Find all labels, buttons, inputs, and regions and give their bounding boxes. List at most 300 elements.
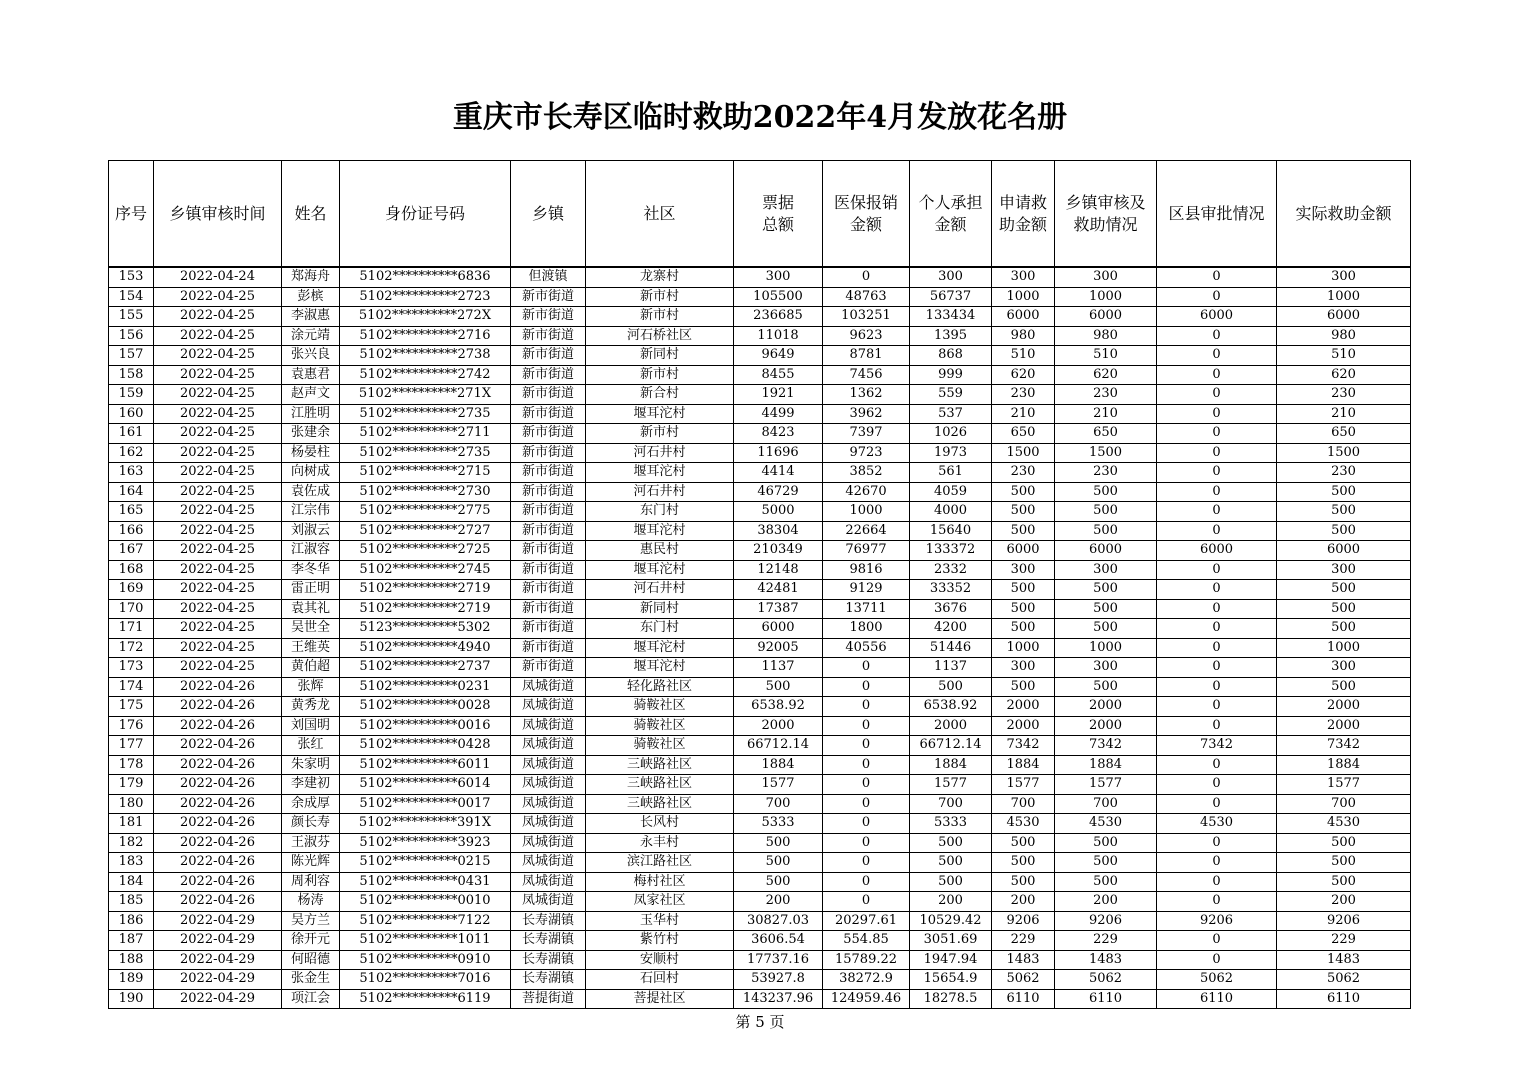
col-personal-share-cell: 66712.14 [910,736,992,756]
col-personal-share-cell: 500 [910,853,992,873]
col-actual-amount-cell: 500 [1277,833,1411,853]
col-personal-share-cell: 537 [910,404,992,424]
col-applied-amount-cell: 230 [992,463,1055,483]
col-id-number-cell: 5102**********0010 [340,892,511,912]
col-index-cell: 160 [109,404,154,424]
col-personal-share-cell: 4059 [910,482,992,502]
col-community-cell: 三峡路社区 [586,775,734,795]
col-insurance-reimbursed-cell: 7456 [823,365,910,385]
col-insurance-reimbursed-cell: 0 [823,716,910,736]
col-community-cell: 东门村 [586,502,734,522]
col-insurance-reimbursed-cell: 0 [823,736,910,756]
col-index-cell: 155 [109,307,154,327]
col-index-cell: 153 [109,267,154,287]
col-actual-amount-cell: 2000 [1277,697,1411,717]
col-id-number-cell: 5102**********2775 [340,502,511,522]
col-township-review-cell: 6110 [1055,989,1157,1009]
col-township-cell: 但渡镇 [511,267,586,287]
col-bill-total-cell: 1921 [734,385,823,405]
col-personal-share-cell: 15654.9 [910,970,992,990]
col-community-cell: 新同村 [586,346,734,366]
col-personal-share-cell: 1577 [910,775,992,795]
col-township-cell: 长寿湖镇 [511,950,586,970]
col-id-number-cell: 5102**********2735 [340,443,511,463]
col-applied-amount-cell: 2000 [992,716,1055,736]
col-bill-total-cell: 66712.14 [734,736,823,756]
col-insurance-reimbursed-cell: 103251 [823,307,910,327]
col-id-number-cell: 5102**********0428 [340,736,511,756]
col-township-cell: 新市街道 [511,385,586,405]
col-township-review-cell: 2000 [1055,716,1157,736]
table-row [109,697,1411,717]
col-county-approval-cell: 0 [1157,775,1277,795]
col-bill-total-cell: 143237.96 [734,989,823,1009]
col-index-cell: 166 [109,521,154,541]
table-row [109,424,1411,444]
col-township-review-cell: 7342 [1055,736,1157,756]
col-actual-amount-cell: 700 [1277,794,1411,814]
col-township-review-cell: 500 [1055,482,1157,502]
col-county-approval-cell: 0 [1157,931,1277,951]
col-name-cell: 张红 [282,736,340,756]
col-bill-total-cell: 17387 [734,599,823,619]
col-bill-total-cell: 5000 [734,502,823,522]
col-actual-amount-cell: 500 [1277,580,1411,600]
col-community-cell: 龙寨村 [586,267,734,287]
col-township-cell: 凤城街道 [511,892,586,912]
col-actual-amount-cell: 200 [1277,892,1411,912]
col-name-cell: 刘淑云 [282,521,340,541]
col-bill-total-cell: 30827.03 [734,911,823,931]
table-row [109,443,1411,463]
table-row [109,716,1411,736]
col-id-number-cell: 5102**********0028 [340,697,511,717]
col-county-approval-cell: 0 [1157,365,1277,385]
col-community-cell: 新市村 [586,287,734,307]
table-row [109,638,1411,658]
col-index-cell: 181 [109,814,154,834]
table-row [109,599,1411,619]
col-review-date-cell: 2022-04-25 [154,424,282,444]
col-community-cell: 玉华村 [586,911,734,931]
col-applied-amount-cell: 510 [992,346,1055,366]
col-id-number-cell: 5102**********2745 [340,560,511,580]
col-community-cell: 堰耳沱村 [586,521,734,541]
col-township-review-cell: 229 [1055,931,1157,951]
col-review-date-cell: 2022-04-25 [154,580,282,600]
col-applied-amount-cell: 5062 [992,970,1055,990]
table-row [109,814,1411,834]
col-personal-share-cell: 1884 [910,755,992,775]
col-personal-share-cell: 300 [910,267,992,287]
col-township-cell: 凤城街道 [511,736,586,756]
table-row [109,755,1411,775]
col-review-date-cell: 2022-04-26 [154,736,282,756]
col-township-review-cell: 210 [1055,404,1157,424]
col-township-review-cell: 230 [1055,385,1157,405]
col-township-review-cell: 700 [1055,794,1157,814]
table-row [109,794,1411,814]
col-bill-total-cell: 236685 [734,307,823,327]
col-index-cell: 168 [109,560,154,580]
col-name-cell: 黄秀龙 [282,697,340,717]
col-community-cell: 安顺村 [586,950,734,970]
col-bill-total-cell: 46729 [734,482,823,502]
page-number: 第 5 页 [735,1013,785,1031]
col-township-cell: 新市街道 [511,365,586,385]
col-name-cell: 雷正明 [282,580,340,600]
col-applied-amount-cell: 7342 [992,736,1055,756]
col-county-approval-cell: 0 [1157,287,1277,307]
col-index-cell: 186 [109,911,154,931]
col-actual-amount-cell: 500 [1277,599,1411,619]
col-community-cell: 凤家社区 [586,892,734,912]
col-applied-amount-cell: 500 [992,619,1055,639]
col-index-cell: 163 [109,463,154,483]
col-personal-share-cell: 500 [910,677,992,697]
col-review-date-cell: 2022-04-26 [154,853,282,873]
col-id-number-cell: 5102**********0431 [340,872,511,892]
col-applied-amount-cell: 1000 [992,287,1055,307]
col-applied-amount-cell: 1500 [992,443,1055,463]
col-personal-share-cell: 4000 [910,502,992,522]
col-township-review-cell: 650 [1055,424,1157,444]
col-review-date-cell: 2022-04-25 [154,326,282,346]
col-township-header: 乡镇 [511,161,586,268]
col-township-review-cell: 500 [1055,619,1157,639]
col-actual-amount-cell: 300 [1277,560,1411,580]
col-county-approval-cell: 0 [1157,599,1277,619]
col-community-cell: 河石桥社区 [586,326,734,346]
col-bill-total-cell: 200 [734,892,823,912]
col-name-cell: 郑海舟 [282,267,340,287]
col-bill-total-cell: 11696 [734,443,823,463]
col-community-cell: 石回村 [586,970,734,990]
col-township-review-cell: 230 [1055,463,1157,483]
col-personal-share-cell: 3676 [910,599,992,619]
col-applied-amount-cell: 500 [992,853,1055,873]
col-county-approval-cell: 5062 [1157,970,1277,990]
col-county-approval-cell: 0 [1157,404,1277,424]
col-name-cell: 黄伯超 [282,658,340,678]
col-personal-share-cell: 500 [910,833,992,853]
col-bill-total-cell: 9649 [734,346,823,366]
col-id-number-cell: 5102**********2716 [340,326,511,346]
col-community-cell: 骑鞍社区 [586,736,734,756]
col-actual-amount-cell: 510 [1277,346,1411,366]
col-name-cell: 余成厚 [282,794,340,814]
col-name-cell: 彭槟 [282,287,340,307]
col-review-date-cell: 2022-04-26 [154,892,282,912]
col-community-cell: 惠民村 [586,541,734,561]
table-row [109,950,1411,970]
col-personal-share-cell: 1947.94 [910,950,992,970]
col-township-review-cell: 300 [1055,658,1157,678]
col-bill-total-cell: 210349 [734,541,823,561]
col-community-cell: 堰耳沱村 [586,658,734,678]
col-name-cell: 袁惠君 [282,365,340,385]
col-id-number-cell: 5102**********2737 [340,658,511,678]
col-actual-amount-cell: 229 [1277,931,1411,951]
col-name-cell: 陈光辉 [282,853,340,873]
col-insurance-reimbursed-cell: 124959.46 [823,989,910,1009]
col-id-number-cell: 5102**********271X [340,385,511,405]
col-actual-amount-cell: 620 [1277,365,1411,385]
col-personal-share-cell: 10529.42 [910,911,992,931]
col-index-cell: 156 [109,326,154,346]
col-id-number-cell: 5102**********2725 [340,541,511,561]
col-township-review-cell: 500 [1055,502,1157,522]
col-review-date-cell: 2022-04-26 [154,775,282,795]
col-township-cell: 新市街道 [511,346,586,366]
col-id-number-cell: 5102**********4940 [340,638,511,658]
col-township-cell: 长寿湖镇 [511,931,586,951]
col-index-cell: 161 [109,424,154,444]
col-township-cell: 长寿湖镇 [511,911,586,931]
col-index-cell: 157 [109,346,154,366]
col-county-approval-cell: 0 [1157,833,1277,853]
col-bill-total-cell: 4499 [734,404,823,424]
table-row [109,872,1411,892]
col-insurance-reimbursed-cell: 7397 [823,424,910,444]
col-county-approval-cell: 0 [1157,697,1277,717]
col-actual-amount-cell: 500 [1277,853,1411,873]
col-insurance-reimbursed-cell: 0 [823,814,910,834]
col-bill-total-cell: 53927.8 [734,970,823,990]
col-review-date-cell: 2022-04-25 [154,404,282,424]
col-name-cell: 赵声文 [282,385,340,405]
table-row [109,580,1411,600]
col-index-cell: 187 [109,931,154,951]
col-name-cell: 袁佐成 [282,482,340,502]
col-actual-amount-cell: 1577 [1277,775,1411,795]
col-id-number-cell: 5102**********7016 [340,970,511,990]
col-township-cell: 凤城街道 [511,697,586,717]
col-community-cell: 新市村 [586,424,734,444]
col-township-review-cell: 1500 [1055,443,1157,463]
col-township-review-cell: 980 [1055,326,1157,346]
col-insurance-reimbursed-cell: 9623 [823,326,910,346]
col-index-cell: 162 [109,443,154,463]
col-name-cell: 李淑惠 [282,307,340,327]
col-bill-total-cell: 1577 [734,775,823,795]
col-community-cell: 永丰村 [586,833,734,853]
col-township-review-cell: 300 [1055,560,1157,580]
col-id-number-cell: 5102**********6011 [340,755,511,775]
col-applied-amount-cell: 210 [992,404,1055,424]
col-bill-total-cell: 1884 [734,755,823,775]
col-actual-amount-cell: 1000 [1277,638,1411,658]
col-review-date-cell: 2022-04-25 [154,599,282,619]
table-row [109,560,1411,580]
col-insurance-reimbursed-cell: 76977 [823,541,910,561]
col-personal-share-cell: 6538.92 [910,697,992,717]
col-township-cell: 凤城街道 [511,872,586,892]
col-review-date-cell: 2022-04-25 [154,287,282,307]
col-personal-share-cell: 51446 [910,638,992,658]
col-applied-amount-header: 申请救 助金额 [992,161,1055,268]
col-id-number-cell: 5102**********2735 [340,404,511,424]
header-row [109,161,1411,268]
col-actual-amount-cell: 230 [1277,463,1411,483]
col-review-date-cell: 2022-04-25 [154,521,282,541]
col-name-cell: 刘国明 [282,716,340,736]
col-id-number-cell: 5123**********5302 [340,619,511,639]
col-id-number-cell: 5102**********3923 [340,833,511,853]
col-township-review-cell: 620 [1055,365,1157,385]
col-community-cell: 新合村 [586,385,734,405]
col-community-cell: 河石井村 [586,443,734,463]
col-county-approval-cell: 0 [1157,580,1277,600]
table-row [109,307,1411,327]
col-county-approval-cell: 6110 [1157,989,1277,1009]
col-township-review-cell: 300 [1055,267,1157,287]
col-township-review-cell: 1884 [1055,755,1157,775]
col-applied-amount-cell: 620 [992,365,1055,385]
col-index-cell: 183 [109,853,154,873]
col-personal-share-cell: 5333 [910,814,992,834]
col-name-cell: 周利容 [282,872,340,892]
col-township-cell: 新市街道 [511,560,586,580]
col-review-date-cell: 2022-04-26 [154,755,282,775]
col-review-date-cell: 2022-04-24 [154,267,282,287]
col-community-cell: 长风村 [586,814,734,834]
col-insurance-reimbursed-cell: 15789.22 [823,950,910,970]
col-actual-amount-cell: 2000 [1277,716,1411,736]
col-county-approval-cell: 0 [1157,482,1277,502]
col-township-review-cell: 1483 [1055,950,1157,970]
col-id-number-cell: 5102**********272X [340,307,511,327]
col-township-cell: 菩提街道 [511,989,586,1009]
col-township-cell: 新市街道 [511,521,586,541]
col-bill-total-header: 票据 总额 [734,161,823,268]
col-township-review-cell: 9206 [1055,911,1157,931]
col-review-date-cell: 2022-04-25 [154,482,282,502]
col-applied-amount-cell: 300 [992,267,1055,287]
col-review-date-cell: 2022-04-25 [154,365,282,385]
col-index-cell: 190 [109,989,154,1009]
col-applied-amount-cell: 1577 [992,775,1055,795]
col-name-cell: 李建初 [282,775,340,795]
col-township-cell: 新市街道 [511,580,586,600]
col-insurance-reimbursed-cell: 38272.9 [823,970,910,990]
col-applied-amount-cell: 2000 [992,697,1055,717]
col-insurance-reimbursed-cell: 0 [823,853,910,873]
col-township-cell: 凤城街道 [511,833,586,853]
col-insurance-reimbursed-cell: 42670 [823,482,910,502]
col-township-review-cell: 500 [1055,580,1157,600]
col-id-number-cell: 5102**********0017 [340,794,511,814]
col-name-cell: 张辉 [282,677,340,697]
col-insurance-reimbursed-cell: 0 [823,755,910,775]
col-index-cell: 170 [109,599,154,619]
table-row [109,989,1411,1009]
col-personal-share-cell: 4200 [910,619,992,639]
col-index-cell: 179 [109,775,154,795]
col-personal-share-cell: 500 [910,872,992,892]
col-applied-amount-cell: 4530 [992,814,1055,834]
col-insurance-reimbursed-cell: 9129 [823,580,910,600]
col-insurance-reimbursed-cell: 0 [823,677,910,697]
col-review-date-cell: 2022-04-29 [154,989,282,1009]
col-township-cell: 新市街道 [511,599,586,619]
table-body [109,267,1411,1009]
col-insurance-reimbursed-cell: 22664 [823,521,910,541]
table-row [109,677,1411,697]
col-county-approval-header: 区县审批情况 [1157,161,1277,268]
col-insurance-reimbursed-cell: 0 [823,697,910,717]
col-bill-total-cell: 500 [734,677,823,697]
col-personal-share-cell: 999 [910,365,992,385]
col-personal-share-cell: 56737 [910,287,992,307]
col-actual-amount-cell: 6000 [1277,307,1411,327]
col-name-cell: 王淑芬 [282,833,340,853]
col-review-date-cell: 2022-04-26 [154,814,282,834]
col-index-cell: 173 [109,658,154,678]
col-actual-amount-cell: 500 [1277,502,1411,522]
col-insurance-reimbursed-cell: 0 [823,658,910,678]
col-insurance-reimbursed-cell: 13711 [823,599,910,619]
col-township-review-cell: 4530 [1055,814,1157,834]
col-actual-amount-cell: 500 [1277,619,1411,639]
col-actual-amount-cell: 1500 [1277,443,1411,463]
col-id-number-cell: 5102**********2711 [340,424,511,444]
table-row [109,833,1411,853]
col-county-approval-cell: 0 [1157,502,1277,522]
col-township-review-cell: 500 [1055,833,1157,853]
col-bill-total-cell: 42481 [734,580,823,600]
col-id-number-cell: 5102**********2719 [340,599,511,619]
col-review-date-cell: 2022-04-25 [154,638,282,658]
table-row [109,931,1411,951]
col-index-cell: 188 [109,950,154,970]
col-review-date-cell: 2022-04-25 [154,307,282,327]
col-township-review-cell: 200 [1055,892,1157,912]
col-county-approval-cell: 4530 [1157,814,1277,834]
table-row [109,346,1411,366]
col-actual-amount-cell: 650 [1277,424,1411,444]
col-name-cell: 徐开元 [282,931,340,951]
col-applied-amount-cell: 500 [992,833,1055,853]
col-township-cell: 凤城街道 [511,677,586,697]
col-applied-amount-cell: 500 [992,482,1055,502]
col-community-cell: 堰耳沱村 [586,638,734,658]
col-actual-amount-cell: 230 [1277,385,1411,405]
col-personal-share-cell: 1973 [910,443,992,463]
col-personal-share-cell: 33352 [910,580,992,600]
col-bill-total-cell: 4414 [734,463,823,483]
col-township-review-cell: 6000 [1055,541,1157,561]
col-id-number-cell: 5102**********0910 [340,950,511,970]
col-index-header: 序号 [109,161,154,268]
col-bill-total-cell: 11018 [734,326,823,346]
col-township-review-cell: 500 [1055,677,1157,697]
col-applied-amount-cell: 500 [992,599,1055,619]
col-bill-total-cell: 500 [734,872,823,892]
col-personal-share-cell: 15640 [910,521,992,541]
col-insurance-reimbursed-cell: 9816 [823,560,910,580]
col-name-cell: 杨晏柱 [282,443,340,463]
col-applied-amount-cell: 6000 [992,541,1055,561]
col-insurance-reimbursed-cell: 20297.61 [823,911,910,931]
col-name-cell: 向树成 [282,463,340,483]
col-index-cell: 165 [109,502,154,522]
col-actual-amount-cell: 980 [1277,326,1411,346]
col-township-cell: 凤城街道 [511,755,586,775]
col-bill-total-cell: 5333 [734,814,823,834]
col-county-approval-cell: 9206 [1157,911,1277,931]
col-county-approval-cell: 0 [1157,638,1277,658]
